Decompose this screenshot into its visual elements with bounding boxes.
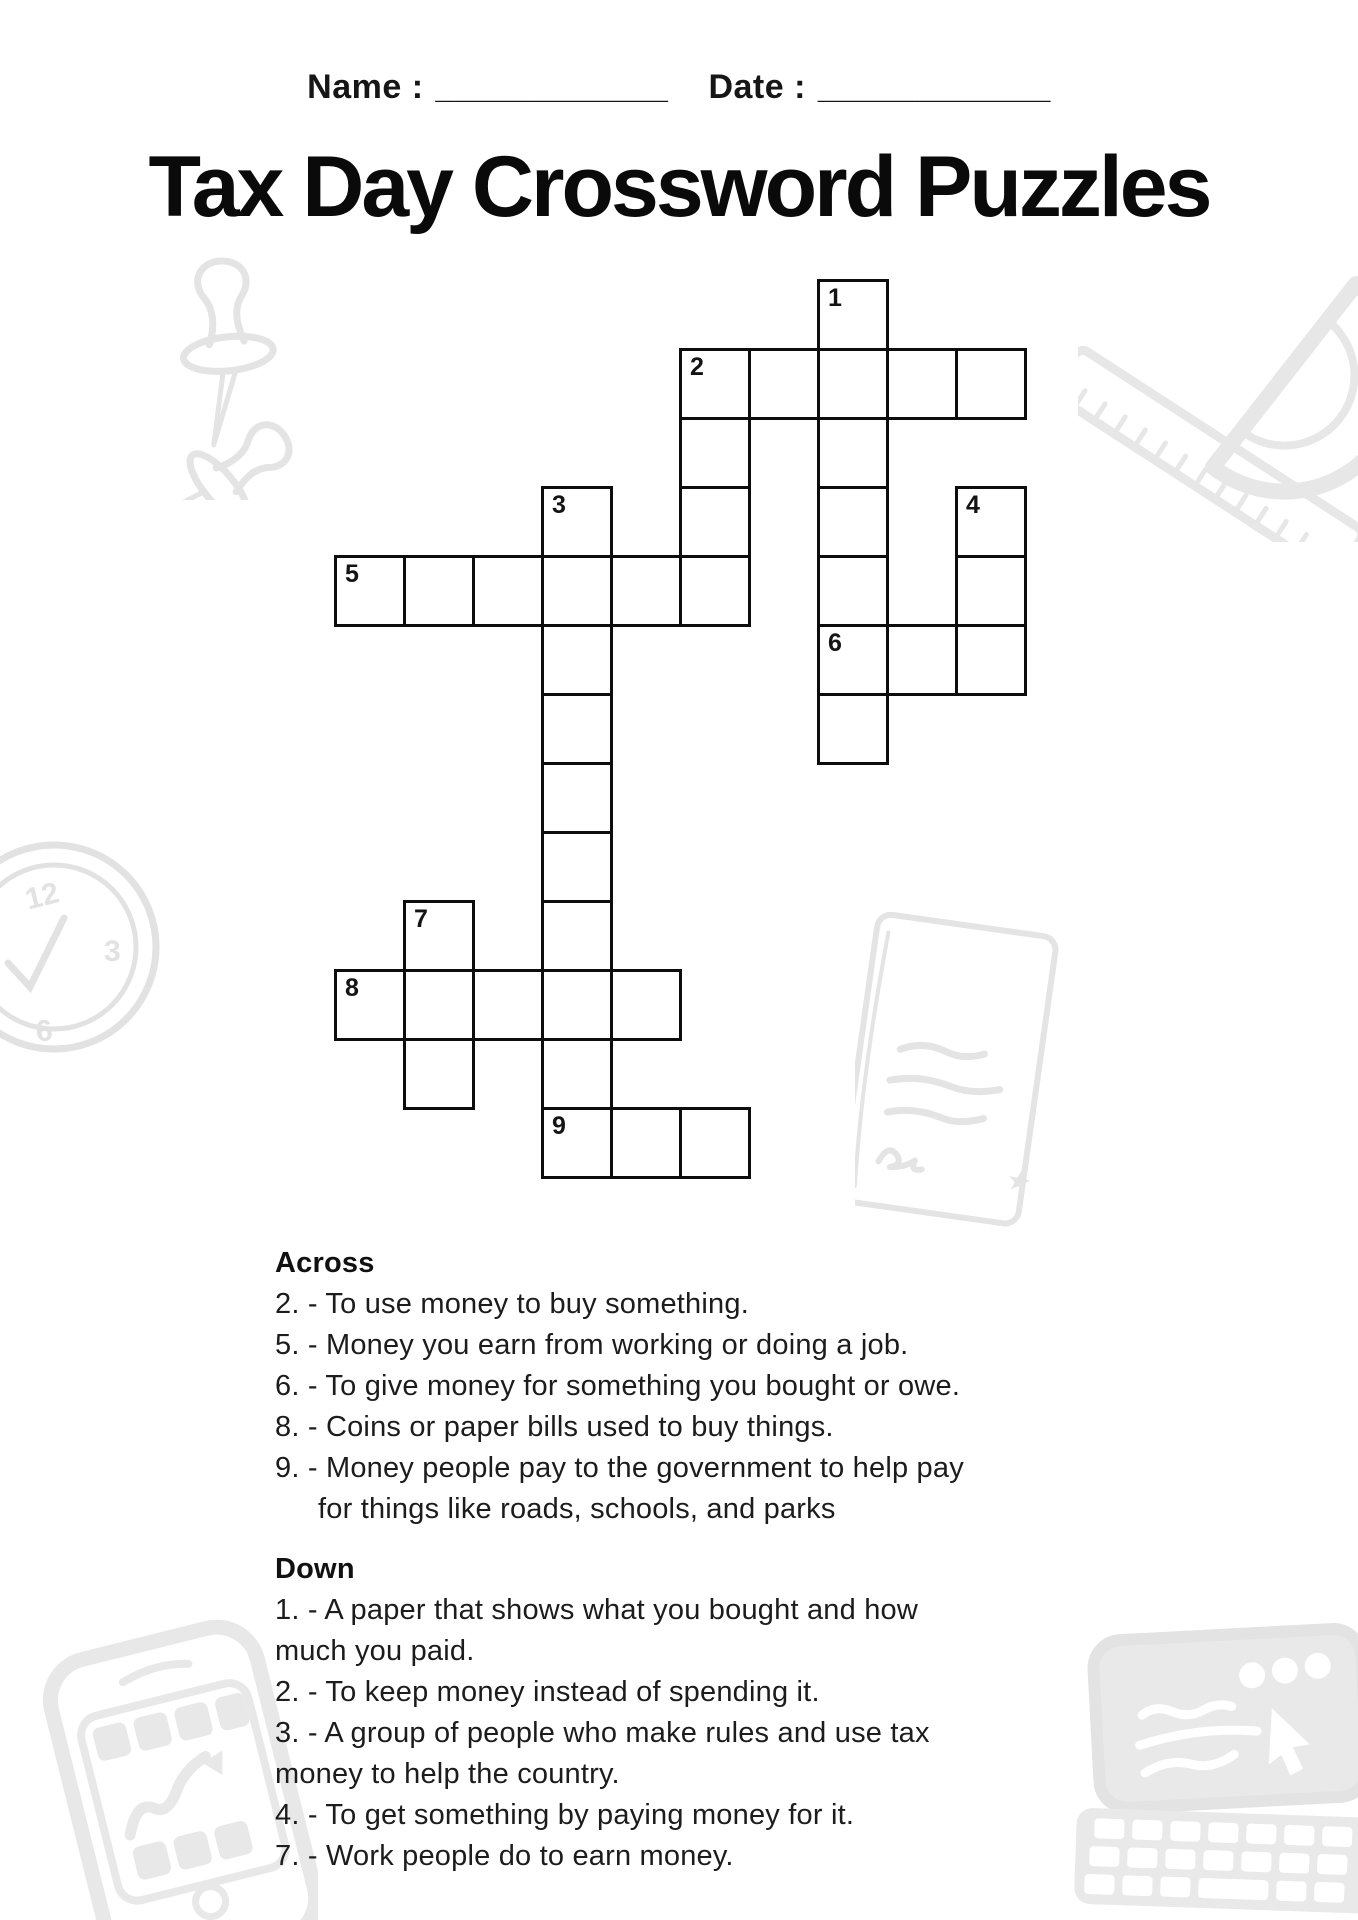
grid-cell[interactable] <box>679 555 751 627</box>
grid-cell-6[interactable] <box>817 624 889 696</box>
grid-cell[interactable] <box>955 555 1027 627</box>
pushpin-icon <box>146 250 361 500</box>
grid-cell[interactable] <box>541 1038 613 1110</box>
grid-cell[interactable] <box>817 486 889 558</box>
grid-cell[interactable] <box>679 417 751 489</box>
grid-cell[interactable] <box>817 417 889 489</box>
name-label: Name : <box>307 68 424 106</box>
grid-cell[interactable] <box>541 900 613 972</box>
clue-line: 6. - To give money for something you bought or owe. <box>275 1370 961 1402</box>
grid-cell-4[interactable] <box>955 486 1027 558</box>
grid-cell[interactable] <box>403 555 475 627</box>
clue-number: 2 <box>690 353 704 381</box>
grid-cell[interactable] <box>955 348 1027 420</box>
grid-cell-5[interactable] <box>334 555 406 627</box>
grid-cell[interactable] <box>679 486 751 558</box>
clue-line: 3. - A group of people who make rules and use tax <box>275 1717 930 1749</box>
grid-cell[interactable] <box>472 555 544 627</box>
grid-cell[interactable] <box>817 555 889 627</box>
grid-cell-7[interactable] <box>403 900 475 972</box>
clue-number: 9 <box>552 1112 566 1140</box>
grid-cell[interactable] <box>955 624 1027 696</box>
crossword-grid <box>334 279 1027 1179</box>
grid-cell[interactable] <box>403 1038 475 1110</box>
grid-cell[interactable] <box>541 693 613 765</box>
clue-number: 3 <box>552 491 566 519</box>
grid-cell[interactable] <box>541 762 613 834</box>
date-blank[interactable]: ____________ <box>817 68 1051 106</box>
grid-cell-3[interactable] <box>541 486 613 558</box>
clock-icon <box>0 815 172 1080</box>
grid-cell[interactable] <box>886 624 958 696</box>
name-date-row <box>0 68 1358 107</box>
grid-cell[interactable] <box>610 555 682 627</box>
clue-number: 4 <box>966 491 980 519</box>
clue-line: 7. - Work people do to earn money. <box>275 1840 734 1872</box>
grid-cell[interactable] <box>610 1107 682 1179</box>
grid-cell-1[interactable] <box>817 279 889 351</box>
grid-cell[interactable] <box>817 348 889 420</box>
grid-cell[interactable] <box>817 693 889 765</box>
clue-number: 6 <box>828 629 842 657</box>
down-heading: Down <box>275 1553 355 1585</box>
across-section <box>275 1243 964 1530</box>
grid-cell[interactable] <box>679 1107 751 1179</box>
grid-cell[interactable] <box>886 348 958 420</box>
clue-line: money to help the country. <box>275 1758 620 1790</box>
clue-number: 1 <box>828 284 842 312</box>
grid-cell[interactable] <box>610 969 682 1041</box>
clue-line: 2. - To use money to buy something. <box>275 1288 749 1320</box>
clue-line: 5. - Money you earn from working or doing a job. <box>275 1329 909 1361</box>
clue-line: 9. - Money people pay to the government to help pay <box>275 1452 964 1484</box>
grid-cell[interactable] <box>472 969 544 1041</box>
grid-cell[interactable] <box>541 555 613 627</box>
svg-text:12: 12 <box>22 876 63 917</box>
clue-number: 8 <box>345 974 359 1002</box>
name-blank[interactable]: ____________ <box>435 68 669 106</box>
phone-chart-icon <box>18 1612 318 1920</box>
laptop-icon <box>1053 1620 1358 1920</box>
grid-cell[interactable] <box>541 831 613 903</box>
grid-cell-2[interactable] <box>679 348 751 420</box>
grid-cell[interactable] <box>541 969 613 1041</box>
clue-line: 2. - To keep money instead of spending it. <box>275 1676 820 1708</box>
clue-line: 1. - A paper that shows what you bought and how <box>275 1594 918 1626</box>
across-heading: Across <box>275 1247 375 1279</box>
svg-text:3: 3 <box>104 935 121 968</box>
clue-number: 7 <box>414 905 428 933</box>
clue-line: 8. - Coins or paper bills used to buy things. <box>275 1411 834 1443</box>
grid-cell-8[interactable] <box>334 969 406 1041</box>
svg-text:★: ★ <box>1003 1163 1035 1200</box>
grid-cell[interactable] <box>748 348 820 420</box>
grid-cell[interactable] <box>403 969 475 1041</box>
down-section <box>275 1549 930 1877</box>
date-label: Date : <box>708 68 806 106</box>
clue-line: 4. - To get something by paying money for it. <box>275 1799 855 1831</box>
clue-number: 5 <box>345 560 359 588</box>
clue-line: much you paid. <box>275 1635 475 1667</box>
grid-cell-9[interactable] <box>541 1107 613 1179</box>
grid-cell[interactable] <box>541 624 613 696</box>
clue-line: for things like roads, schools, and parks <box>318 1493 836 1525</box>
ruler-protractor-icon <box>1078 262 1358 542</box>
page-title: Tax Day Crossword Puzzles <box>148 139 1210 235</box>
svg-text:6: 6 <box>34 1013 55 1049</box>
